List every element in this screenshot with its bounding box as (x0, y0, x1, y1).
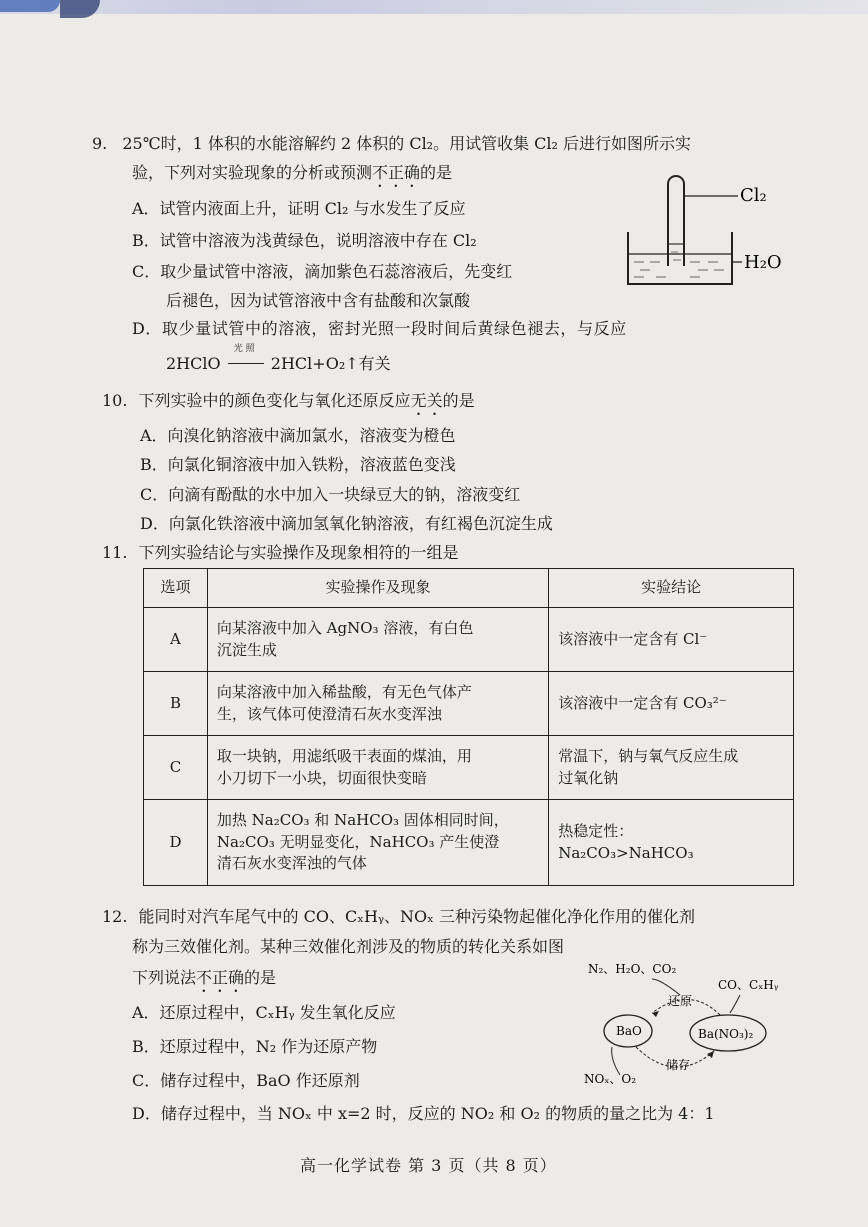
q12-stem-line1 (102, 904, 695, 927)
row-conclusion (549, 800, 794, 886)
q10-stem-text-b: 的是 (442, 391, 475, 410)
q10-emphasis: 无关 (410, 391, 443, 410)
scan-top-strip (0, 0, 868, 14)
row-conclusion (549, 608, 794, 672)
row-operation (207, 800, 548, 886)
q12-stem-text3b: 的是 (244, 968, 277, 987)
operation-line: 小刀切下一小块，切面很快变暗 (216, 768, 427, 787)
row-option: C (144, 736, 208, 800)
row-operation (207, 672, 548, 736)
operation-line: 沉淀生成 (216, 640, 277, 659)
row-operation (207, 608, 548, 672)
q10-option-c: C．向滴有酚酞的水中加入一块绿豆大的钠，溶液变红 (140, 485, 521, 504)
q12-stem-line3 (132, 965, 276, 996)
table-row (144, 672, 794, 736)
scan-artifact (60, 0, 100, 18)
reaction-condition: 光 照 (233, 344, 255, 354)
fig-bao-label: BaO (616, 1024, 642, 1038)
q9-option-d-line1: D．取少量试管中的溶液，密封光照一段时间后黄绿色褪去，与反应 (132, 319, 627, 338)
q12-stem-text1: 能同时对汽车尾气中的 CO、CₓHᵧ、NOₓ 三种污染物起催化净化作用的催化剂 (138, 907, 695, 926)
q10-stem (102, 388, 475, 419)
table-row (144, 608, 794, 672)
conclusion-line: Na₂CO₃>NaHCO₃ (558, 843, 694, 862)
q11-stem-text: 下列实验结论与实验操作及现象相符的一组是 (138, 543, 459, 562)
q12-emphasis: 不正确 (196, 968, 245, 987)
q9-figure-test-tube (620, 170, 810, 290)
fig-store-label: 储存 (666, 1058, 691, 1072)
conclusion-line: 该溶液中一定含有 CO₃²⁻ (558, 693, 727, 712)
q9-eq-left: 2HClO (166, 354, 221, 373)
fig-reduce-label: 还原 (668, 994, 693, 1008)
q12-stem-text3a: 下列说法 (132, 968, 197, 987)
row-option: A (144, 608, 208, 672)
conclusion-line: 该溶液中一定含有 Cl⁻ (558, 629, 708, 648)
header-option: 选项 (144, 569, 208, 608)
q9-option-d-line2 (166, 344, 391, 374)
table-header-row (144, 569, 794, 608)
q9-stem-text2a: 验，下列对实验现象的分析或预测 (132, 163, 373, 182)
q9-number: 9. (92, 134, 108, 153)
q9-stem-line1 (92, 131, 691, 154)
operation-line: 取一块钠，用滤纸吸干表面的煤油，用 (216, 746, 472, 765)
q12-option-b: B．还原过程中，N₂ 作为还原产物 (132, 1037, 378, 1056)
fig-products-label: N₂、H₂O、CO₂ (588, 962, 677, 976)
page-footer: 高一化学试卷 第 3 页（共 8 页） (300, 1156, 557, 1175)
header-operation: 实验操作及现象 (207, 569, 548, 608)
conclusion-line: 过氧化钠 (558, 768, 619, 787)
q10-number: 10. (102, 391, 128, 410)
q9-option-b: B．试管中溶液为浅黄绿色，说明溶液中存在 Cl₂ (132, 231, 477, 250)
q10-option-a: A．向溴化钠溶液中滴加氯水，溶液变为橙色 (140, 426, 456, 445)
q9-stem-text1: 25℃时，1 体积的水能溶解约 2 体积的 Cl₂。用试管收集 Cl₂ 后进行如图所示实 (122, 134, 692, 153)
q12-stem-line2: 称为三效催化剂。某种三效催化剂涉及的物质的转化关系如图 (132, 937, 565, 956)
row-option: B (144, 672, 208, 736)
conclusion-line: 常温下，钠与氧气反应生成 (558, 746, 739, 765)
q10-option-d: D．向氯化铁溶液中滴加氢氧化钠溶液，有红褐色沉淀生成 (140, 514, 553, 533)
q12-option-a: A．还原过程中，CₓHᵧ 发生氧化反应 (132, 1003, 396, 1022)
table-row (144, 800, 794, 886)
operation-line: 向某溶液中加入 AgNO₃ 溶液，有白色 (216, 618, 474, 637)
q10-stem-text-a: 下列实验中的颜色变化与氧化还原反应 (138, 391, 411, 410)
operation-line: 向某溶液中加入稀盐酸，有无色气体产 (216, 682, 472, 701)
q9-emphasis: 不正确 (372, 163, 421, 182)
row-option: D (144, 800, 208, 886)
q9-option-a: A．试管内液面上升，证明 Cl₂ 与水发生了反应 (132, 199, 466, 218)
q12-option-d: D．储存过程中，当 NOₓ 中 x=2 时，反应的 NO₂ 和 O₂ 的物质的量之比为 4：1 (132, 1104, 715, 1123)
label-h2o: H₂O (744, 252, 782, 273)
row-conclusion (549, 736, 794, 800)
q9-stem-text2b: 的是 (420, 163, 453, 182)
q11-number: 11. (102, 543, 128, 562)
fig-nox-label: NOₓ、O₂ (584, 1072, 637, 1086)
q10-option-b: B．向氯化铜溶液中加入铁粉，溶液蓝色变浅 (140, 455, 456, 474)
label-cl2: Cl₂ (740, 185, 767, 206)
reaction-arrow (228, 344, 264, 369)
q12-number: 12. (102, 907, 128, 926)
operation-line: 生，该气体可使澄清石灰水变浑浊 (216, 704, 442, 723)
q9-eq-right: 2HCl+O₂↑有关 (270, 354, 391, 373)
q9-stem-line2 (132, 160, 452, 191)
fig-bano3-label: Ba(NO₃)₂ (698, 1027, 754, 1041)
conclusion-line: 热稳定性： (558, 821, 634, 840)
q11-stem (102, 540, 459, 563)
table-row (144, 736, 794, 800)
q11-table (143, 568, 794, 886)
q9-option-c-line2: 后褪色，因为试管溶液中含有盐酸和次氯酸 (166, 291, 471, 310)
scan-artifact (0, 0, 60, 12)
row-operation (207, 736, 548, 800)
operation-line: 清石灰水变浑浊的气体 (216, 854, 367, 873)
operation-line: Na₂CO₃ 无明显变化，NaHCO₃ 产生使澄 (216, 832, 500, 851)
fig-reducers-label: CO、CₓHᵧ (718, 978, 779, 992)
row-conclusion (549, 672, 794, 736)
q12-option-c: C．储存过程中，BaO 作还原剂 (132, 1071, 360, 1090)
q9-option-c-line1: C．取少量试管中溶液，滴加紫色石蕊溶液后，先变红 (132, 262, 513, 281)
q12-figure-catalyst-cycle (580, 955, 780, 1095)
operation-line: 加热 Na₂CO₃ 和 NaHCO₃ 固体相同时间， (216, 810, 509, 829)
header-conclusion: 实验结论 (549, 569, 794, 608)
